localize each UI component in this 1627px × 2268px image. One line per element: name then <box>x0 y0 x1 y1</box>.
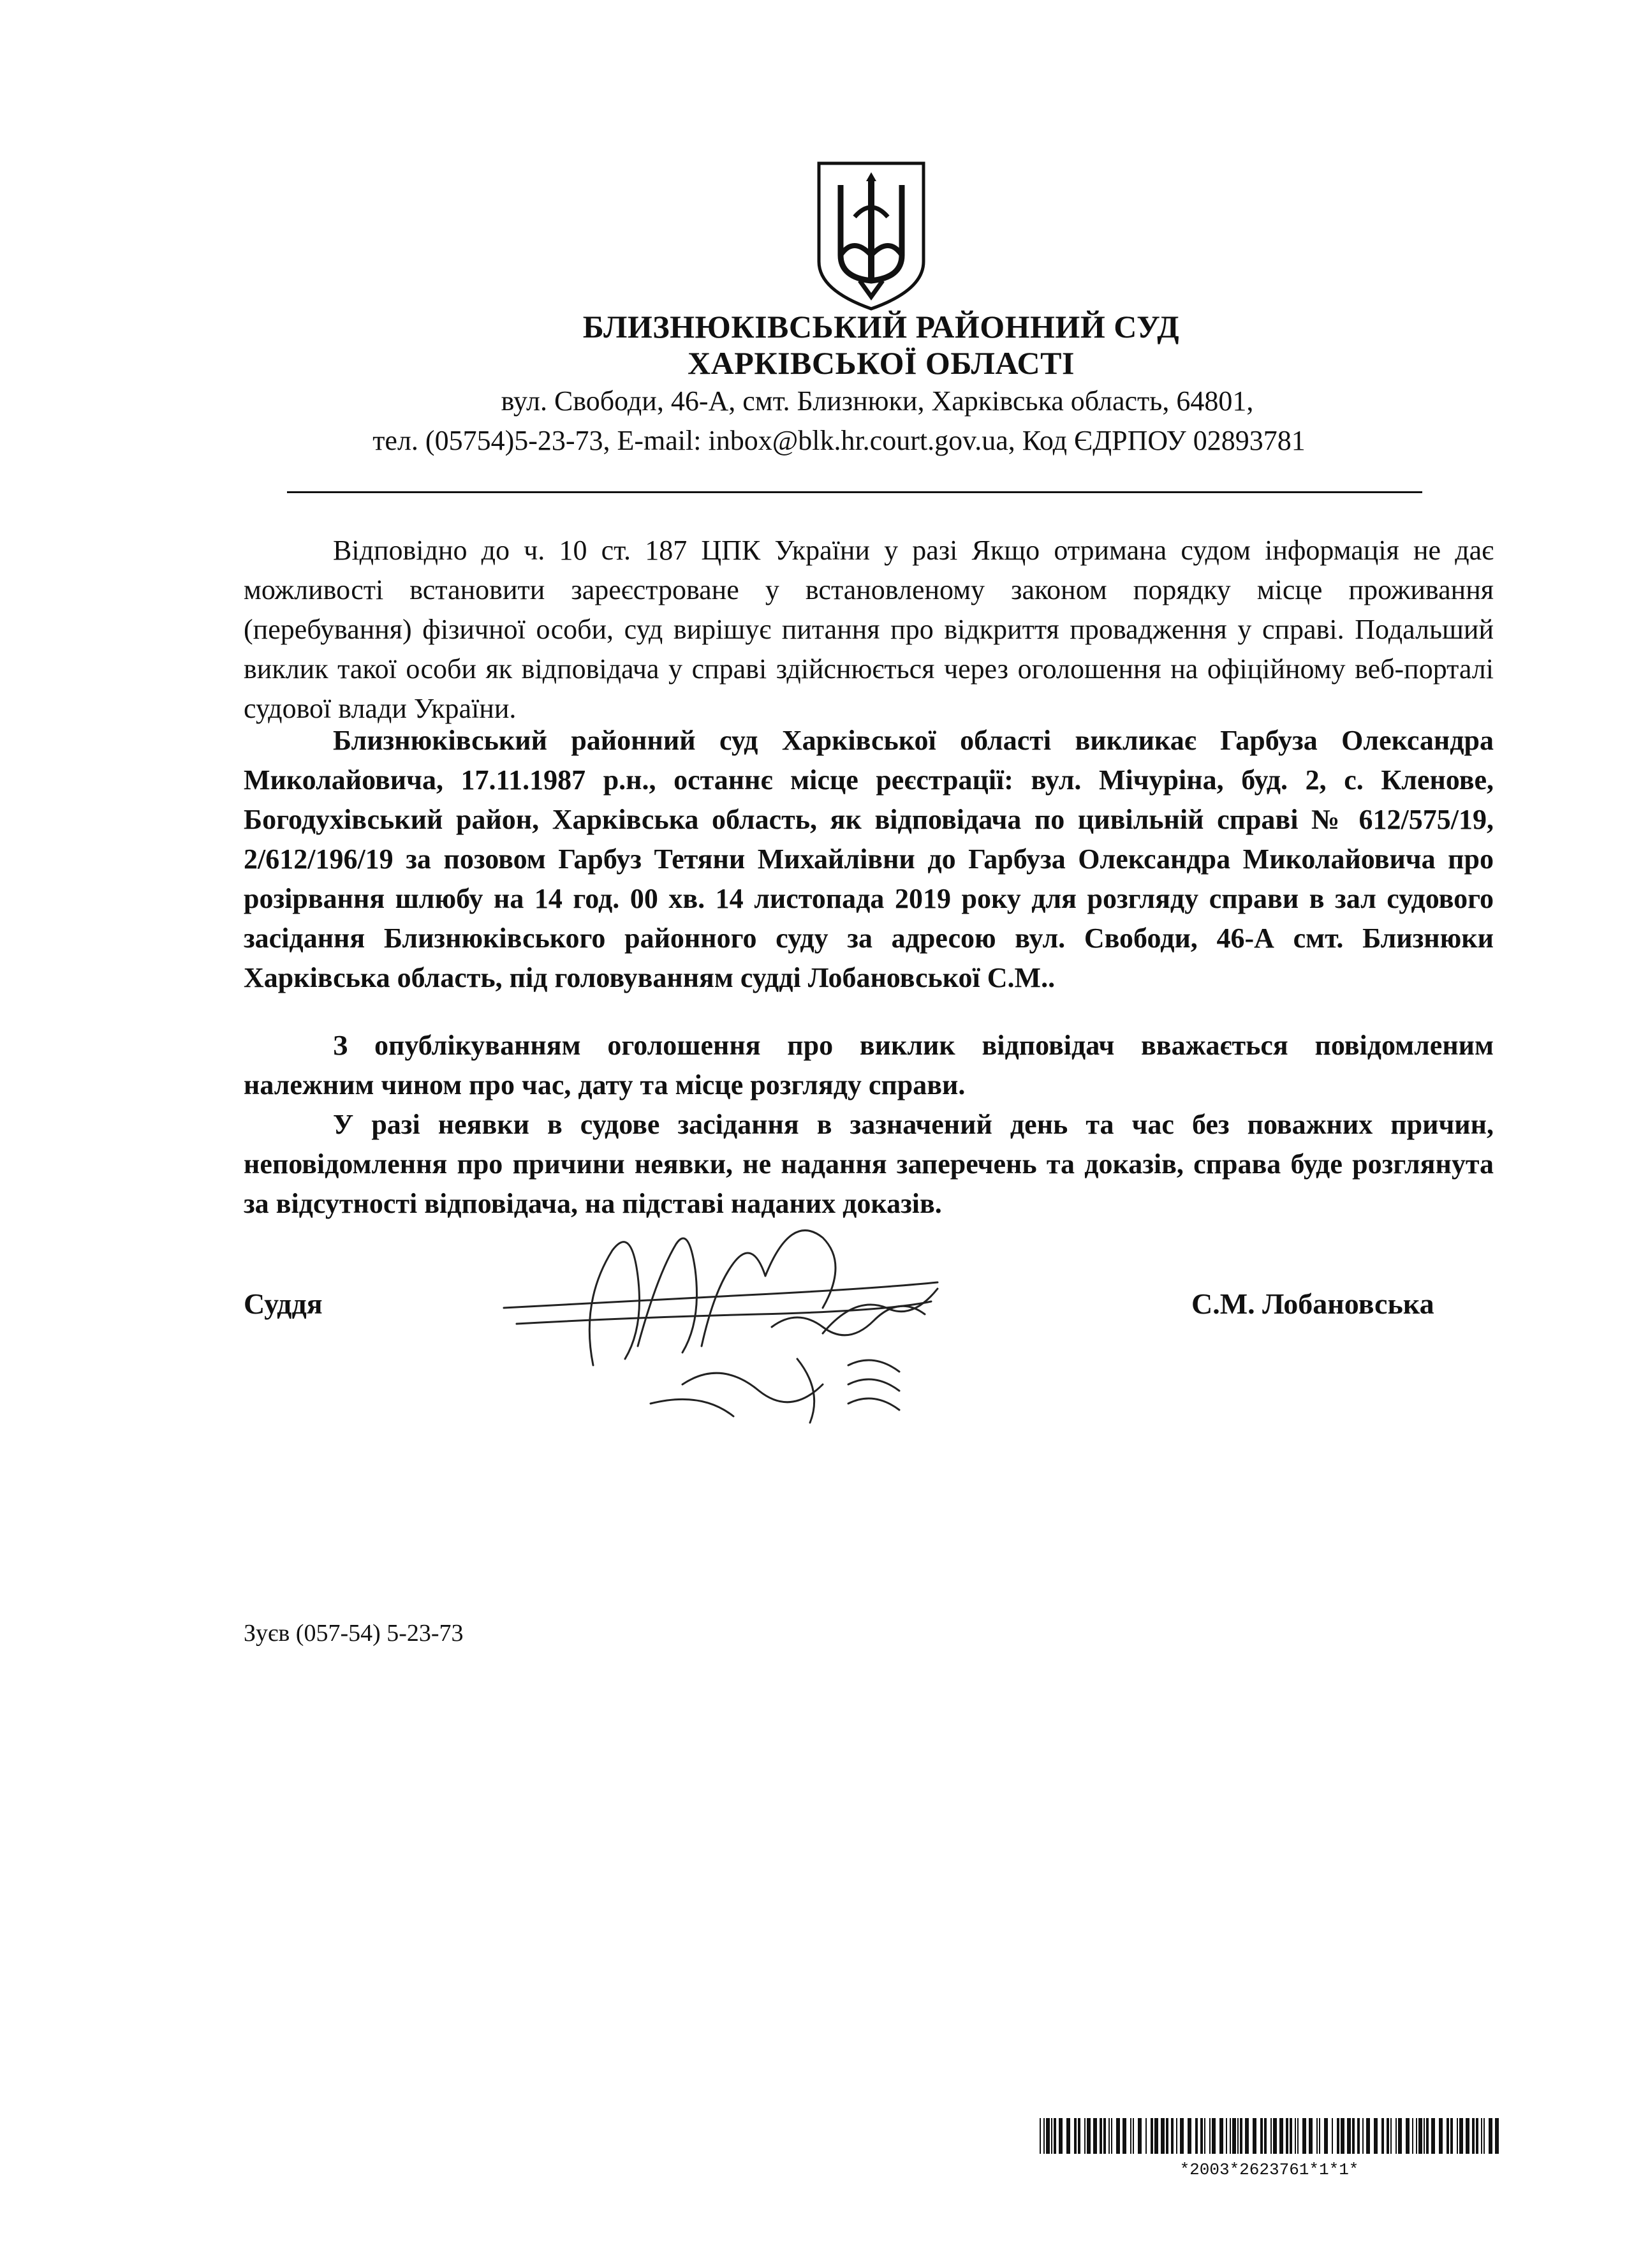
court-contacts: тел. (05754)5-23-73, E-mail: inbox@blk.hr.court.gov.ua, Код ЄДРПОУ 02893781 <box>372 425 1306 456</box>
executor-contact: Зуєв (057-54) 5-23-73 <box>244 1620 464 1647</box>
paragraph-absence-warning: У разі неявки в судове засідання в зазначений день та час без поважних причин, неповідомлення про причини неявки, не надання заперечень та доказів, справа буде розглянута за відсутності відповідача, на підставі наданих доказів. <box>244 1109 1494 1219</box>
paragraph-notice: З опублікуванням оголошення про виклик відповідач вважається повідомленим належним чином про час, дату та місце розгляду справи. <box>244 1030 1494 1101</box>
signature-role: Суддя <box>244 1287 323 1320</box>
paragraph-summons: Близнюківський районний суд Харківської області викликає Гарбуза Олександра Миколайовича, 17.11.1987 р.н., останнє місце реєстрації: вул. Мічуріна, буд. 2, с. Кленове, Богодухівський район, Харківська область, як відповідача по цивільній справі № 612/575/19, 2/612/196/19 за позовом Гарбуз Тетяни Михайлівни до Гарбуза Олександра Миколайовича про розірвання шлюбу на 14 год. 00 хв. 14 листопада 2019 року для розгляду справи в зал судового засідання Близнюківського районного суду за адресою вул. Свободи, 46-А смт. Близнюки Харківська область, під головуванням судді Лобановської С.М.. <box>244 725 1494 993</box>
judge-name: С.М. Лобановська <box>1191 1287 1434 1320</box>
court-address: вул. Свободи, 46-А, смт. Близнюки, Харківська область, 64801, <box>501 385 1254 417</box>
court-name-line1: БЛИЗНЮКІВСЬКИЙ РАЙОННИЙ СУД <box>582 309 1180 345</box>
barcode-number: *2003*2623761*1*1* <box>1179 2160 1359 2179</box>
barcode <box>1040 2118 1499 2154</box>
paragraph-legal-basis: Відповідно до ч. 10 ст. 187 ЦПК України у разі Якщо отримана судом інформація не дає можливості встановити зареєстроване у встановленому законом порядку місце проживання (перебування) фізичної особи, суд вирішує питання про відкриття провадження у справі. Подальший виклик такої особи як відповідача у справі здійснюється через оголошення на офіційному веб-порталі судової влади України. <box>244 535 1494 724</box>
handwritten-signature <box>491 1199 976 1442</box>
court-name-line2: ХАРКІВСЬКОЇ ОБЛАСТІ <box>688 345 1075 381</box>
header-divider <box>287 491 1422 493</box>
coat-of-arms-icon <box>815 159 927 313</box>
